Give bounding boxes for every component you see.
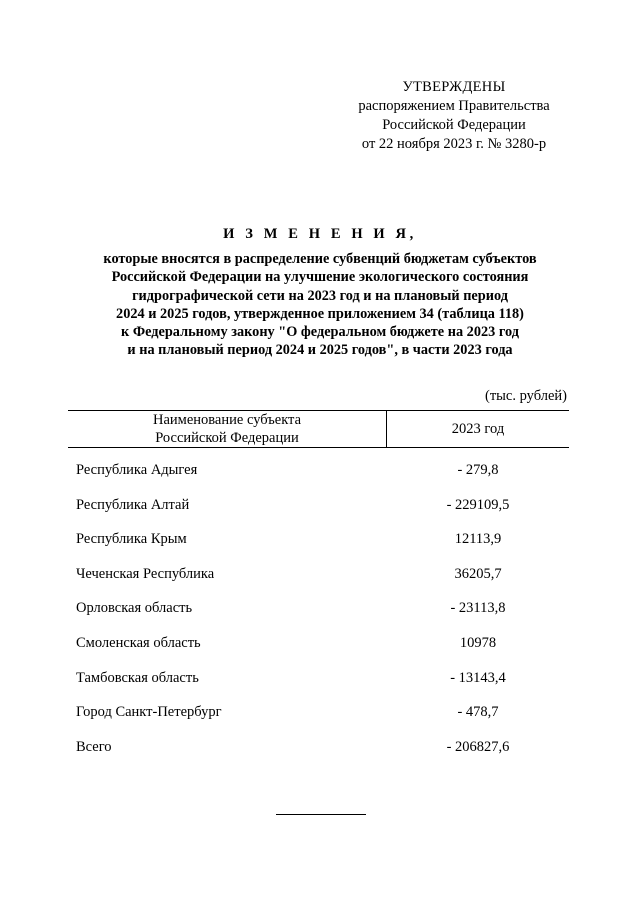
subject-name: Чеченская Республика [76,565,215,582]
table-body [0,456,640,767]
subject-name: Республика Крым [76,531,187,548]
subject-name: Смоленская область [76,634,201,651]
document-end-rule [276,814,366,815]
table-row [0,491,640,526]
table-row [0,629,640,664]
table-row [0,456,640,491]
subtitle-line: Российской Федерации на улучшение экологического состояния [111,269,529,286]
document-subtitle [40,250,600,360]
subject-value: - 23113,8 [450,600,506,617]
subject-value: - 13143,4 [450,669,506,686]
subject-name: Орловская область [76,600,193,617]
subject-value: 10978 [459,634,497,651]
document-title: И З М Е Н Е Н И Я, [223,226,417,242]
approval-line-3: от 22 ноября 2023 г. № 3280-р [361,136,547,152]
subject-value: 36205,7 [454,565,502,582]
table-row [0,698,640,733]
table-row [0,560,640,595]
table-row [0,664,640,699]
units-label: (тыс. рублей) [485,388,567,404]
subtitle-line: 2024 и 2025 годов, утвержденное приложением 34 (таблица 118) [116,305,524,322]
subject-name: Республика Алтай [76,496,190,513]
table-row-total [0,733,640,768]
subject-name: Город Санкт-Петербург [76,704,222,721]
header-year: 2023 год [451,421,505,437]
subject-name: Республика Адыгея [76,462,198,478]
subject-value: - 279,8 [457,462,499,478]
table-header-rule [68,447,569,448]
header-subject-line-1: Наименование субъекта [152,412,302,428]
total-value: - 206827,6 [446,738,510,755]
subject-value: 12113,9 [454,531,502,548]
subtitle-line: к Федеральному закону "О федеральном бюджете на 2023 год [121,324,519,341]
subject-value: - 478,7 [457,704,499,721]
header-subject-name [68,411,386,447]
subtitle-line: которые вносятся в распределение субвенций бюджетам субъектов [103,251,537,267]
total-label: Всего [76,738,112,755]
approval-line-1: распоряжением Правительства [358,98,550,114]
table-row [0,594,640,629]
subject-value: - 229109,5 [446,496,510,513]
subtitle-line: гидрографической сети на 2023 год и на плановый период [132,287,508,304]
subtitle-line: и на плановый период 2024 и 2025 годов", в части 2023 года [127,342,513,359]
approval-block [340,78,568,154]
approval-line-2: Российской Федерации [382,117,526,133]
header-subject-line-2: Российской Федерации [155,430,299,446]
table-row [0,525,640,560]
approved-label: УТВЕРЖДЕНЫ [402,79,506,95]
subject-name: Тамбовская область [76,669,199,686]
